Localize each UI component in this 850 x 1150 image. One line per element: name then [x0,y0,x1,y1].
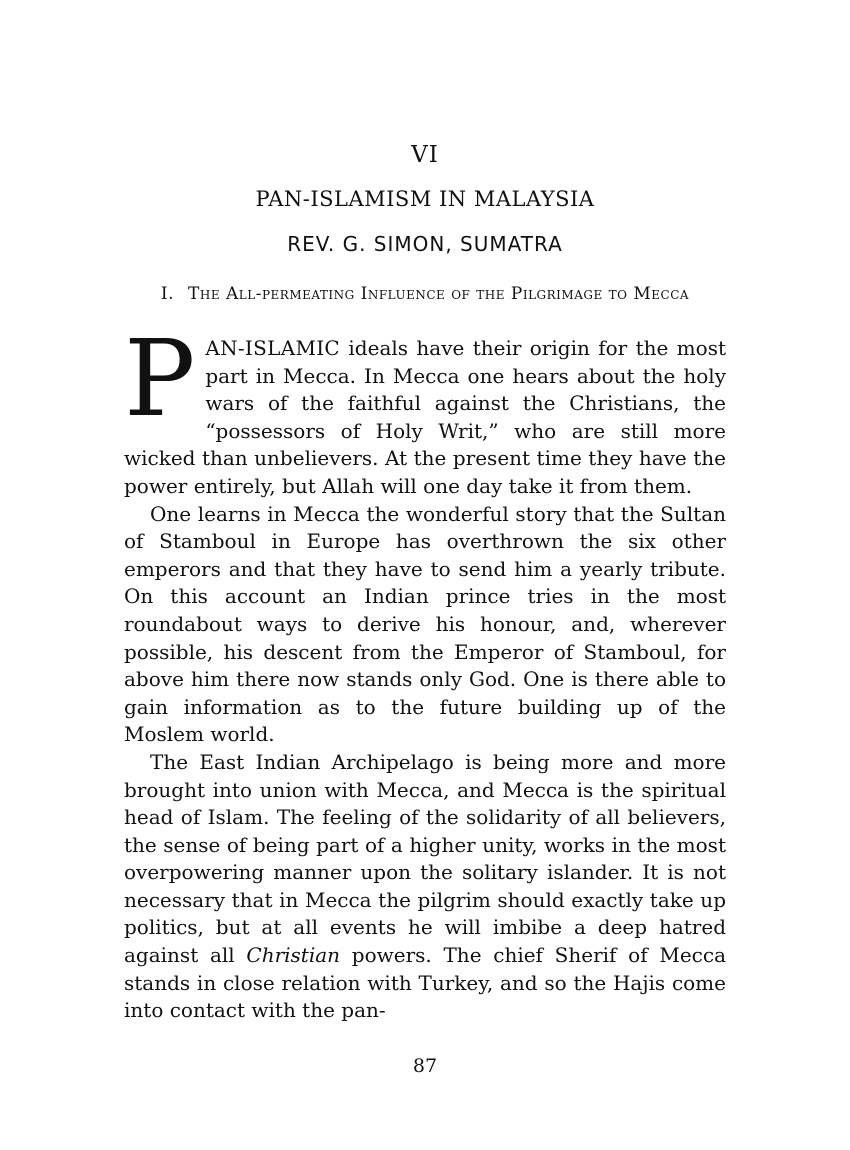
paragraph-3-emphasis: Christian [246,943,341,968]
section-title: The All-permeating Influence of the Pilgrimage to Mecca [188,284,690,304]
paragraph-3-text-before: The East Indian Archipelago is being more and more brought into union with Mecca, and Mecca is the spiritual head of Islam. The feeling of the solidarity of all believers, the sense of being part of a higher unity, works in the most overpowering manner upon the solitary islander. It is not necessary that in Mecca the pilgrim should exactly take up politics, but at all events he will imbibe a deep hatred against all [124,749,726,968]
section-heading [124,283,726,305]
paragraph-3 [124,749,726,1025]
chapter-author: REV. G. SIMON, SUMATRA [287,232,563,256]
chapter-number: VI [411,142,439,168]
paragraph-lead-word: AN-ISLAMIC [205,336,341,360]
paragraph-3-text-after: powers. The chief Sherif of Mecca stands in close relation with Turkey, and so the Hajis come into contact with the pan- [124,943,726,1023]
section-number: I. [160,284,175,304]
paragraph-1 [124,317,726,501]
paragraph-1-text: ideals have their origin for the most part in Mecca. In Mecca one hears about the holy wars of the faithful against the Christians, the “possessors of Holy Writ,” who are still more wicked than unbelievers. At the present time they have the power entirely, but Allah will one day take it from them. [124,336,726,498]
paragraph-2: One learns in Mecca the wonderful story that the Sultan of Stamboul in Europe has overthrown the six other emperors and that they have to send him a yearly tribute. On this account an Indian prince tries in the most roundabout ways to derive his honour, and, wherever possible, his descent from the Emperor of Stamboul, for above him there now stands only God. One is there able to gain information as to the future building up of the Moslem world. [124,501,726,747]
drop-cap: P [124,317,196,440]
body-text [124,317,726,1025]
chapter-title: PAN-ISLAMISM IN MALAYSIA [255,187,595,211]
page-number: 87 [412,1055,438,1077]
